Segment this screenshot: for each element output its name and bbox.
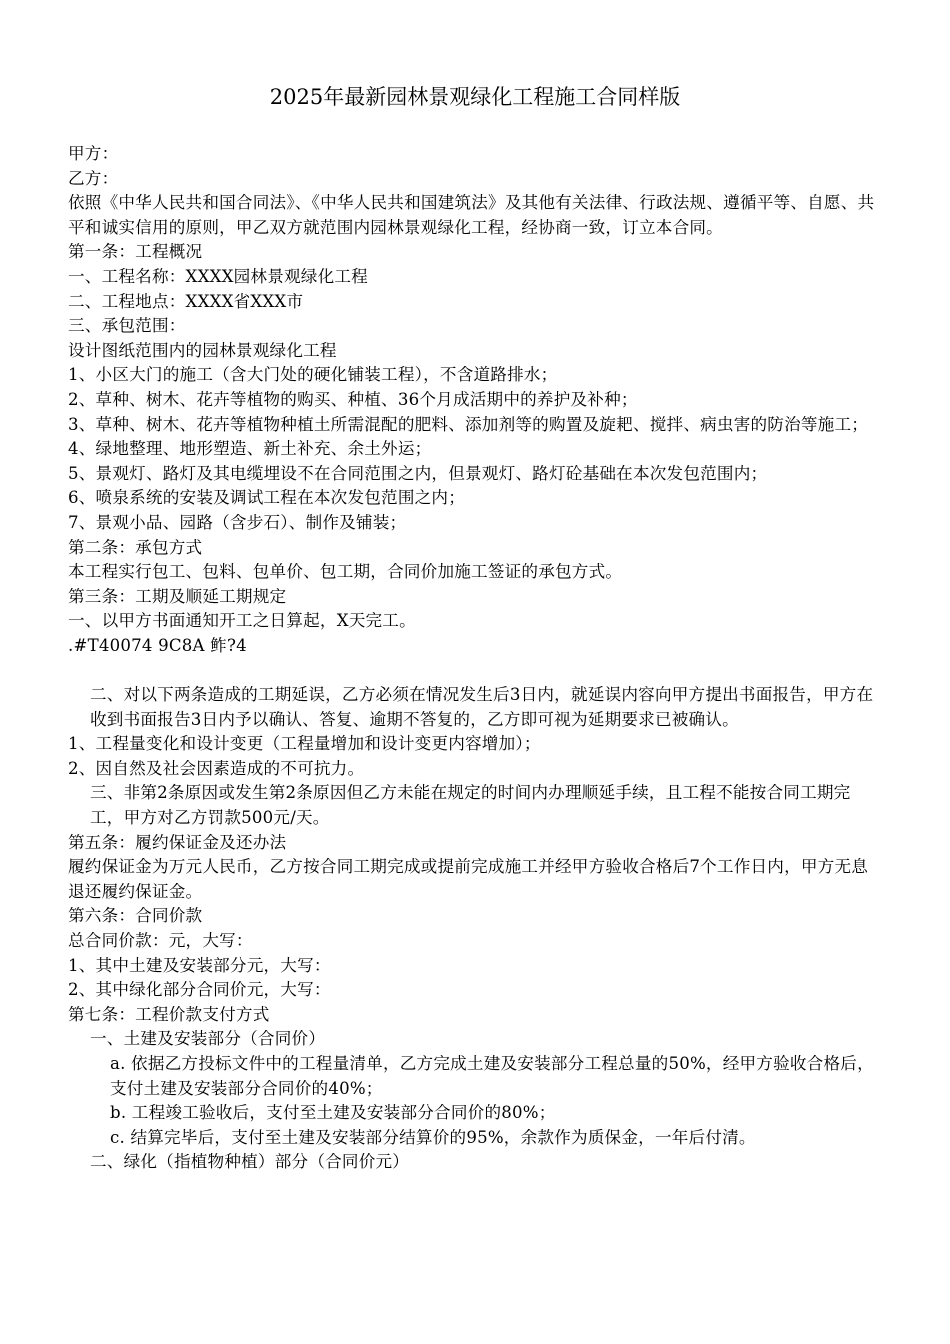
paragraph: 一、以甲方书面通知开工之日算起，X天完工。 — [68, 611, 416, 631]
paragraph: 1、其中土建及安装部分元，大写： — [68, 955, 331, 975]
paragraph: 1、工程量变化和设计变更（工程量增加和设计变更内容增加）； — [68, 734, 541, 754]
paragraph: 三、承包范围： — [68, 316, 186, 336]
paragraph: 三、非第2条原因或发生第2条原因但乙方未能在规定的时间内办理顺延手续，且工程不能按合同工期完工，甲方对乙方罚款500元/天。 — [90, 783, 851, 828]
paragraph: 2、其中绿化部分合同价元，大写： — [68, 980, 331, 1000]
paragraph: 乙方： — [68, 168, 119, 188]
paragraph: 3、草种、树木、花卉等植物种植土所需混配的肥料、添加剂等的购置及旋耙、搅拌、病虫害的防治等施工； — [68, 414, 869, 434]
paragraph: 第五条：履约保证金及还办法 — [68, 832, 287, 852]
paragraph — [68, 658, 884, 683]
paragraph: 5、景观灯、路灯及其电缆埋设不在合同范围之内，但景观灯、路灯砼基础在本次发包范围内； — [68, 463, 768, 483]
paragraph: 二、对以下两条造成的工期延误，乙方必须在情况发生后3日内，就延误内容向甲方提出书面报告，甲方在收到书面报告3日内予以确认、答复、逾期不答复的，乙方即可视为延期要求已被确认。 — [90, 685, 874, 729]
paragraph: 总合同价款：元，大写： — [68, 931, 253, 950]
paragraph: .#T40074 9C8A 鲊?4 — [68, 635, 247, 655]
paragraph: 1、小区大门的施工（含大门处的硬化铺装工程），不含道路排水； — [68, 365, 558, 385]
paragraph: 第三条：工期及顺延工期规定 — [68, 586, 287, 606]
paragraph: 第一条：工程概况 — [68, 242, 203, 262]
paragraph: 一、工程名称：XXXX园林景观绿化工程 — [68, 266, 368, 286]
document-body — [68, 142, 884, 1175]
paragraph: 依照《中华人民共和国合同法》、《中华人民共和国建筑法》及其他有关法律、行政法规、遵循平等、自愿、共平和诚实信用的原则，甲乙双方就范围内园林景观绿化工程，经协商一致，订立本合同。 — [68, 193, 875, 237]
paragraph: b. 工程竣工验收后，支付至土建及安装部分合同价的80%； — [110, 1103, 556, 1123]
paragraph: 二、绿化（指植物种植）部分（合同价元） — [90, 1152, 410, 1172]
paragraph: 第二条：承包方式 — [68, 537, 203, 557]
paragraph: 7、景观小品、园路（含步石）、制作及铺装； — [68, 512, 407, 532]
paragraph: 第六条：合同价款 — [68, 906, 203, 926]
paragraph: 2、草种、树木、花卉等植物的购买、种植、36个月成活期中的养护及补种； — [68, 389, 638, 409]
paragraph: c. 结算完毕后，支付至土建及安装部分结算价的95%，余款作为质保金，一年后付清。 — [110, 1127, 756, 1147]
paragraph: 二、工程地点：XXXX省XXX市 — [68, 291, 304, 311]
paragraph: 2、因自然及社会因素造成的不可抗力。 — [68, 758, 365, 778]
paragraph: 6、喷泉系统的安装及调试工程在本次发包范围之内； — [68, 488, 466, 508]
paragraph: 甲方： — [68, 144, 119, 163]
paragraph: 第七条：工程价款支付方式 — [68, 1004, 270, 1024]
paragraph: 设计图纸范围内的园林景观绿化工程 — [68, 340, 337, 360]
paragraph: 本工程实行包工、包料、包单价、包工期，合同价加施工签证的承包方式。 — [68, 562, 623, 582]
paragraph: a. 依据乙方投标文件中的工程量清单，乙方完成土建及安装部分工程总量的50%，经甲方验收合格后，支付土建及安装部分合同价的40%； — [110, 1053, 874, 1098]
paragraph: 履约保证金为万元人民币，乙方按合同工期完成或提前完成施工并经甲方验收合格后7个工作日内，甲方无息退还履约保证金。 — [68, 857, 869, 901]
paragraph: 一、土建及安装部分（合同价） — [90, 1029, 326, 1049]
paragraph: 4、绿地整理、地形塑造、新土补充、余土外运； — [68, 439, 432, 459]
document-title: 2025年最新园林景观绿化工程施工合同样版 — [269, 85, 681, 109]
